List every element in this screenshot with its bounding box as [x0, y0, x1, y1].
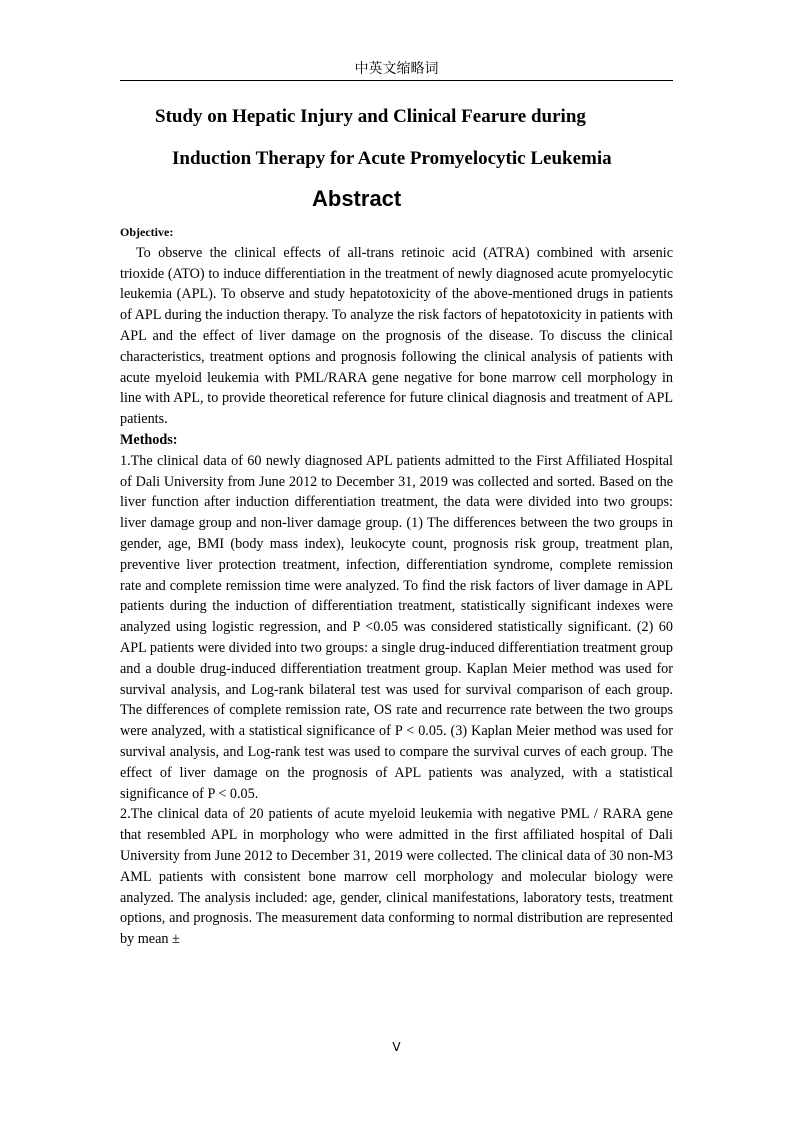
abstract-body [120, 222, 673, 950]
objective-text: To observe the clinical effects of all-trans retinoic acid (ATRA) combined with arsenic trioxide (ATO) to induce differentiation in the treatment of newly diagnosed acute promyelocytic leukemia (APL). To observe and study hepatotoxicity of the above-mentioned drugs in patients of APL during the induction therapy. To analyze the risk factors of hepatotoxicity in patients with APL and the effect of liver damage on the prognosis of the disease. To discuss the clinical characteristics, treatment options and prognosis following the clinical analysis of patients with acute myeloid leukemia with PML/RARA gene negative for bone marrow cell morphology in line with APL, to provide theoretical reference for future clinical diagnosis and treatment of APL patients. [120, 244, 673, 428]
title-line-1: Study on Hepatic Injury and Clinical Fearure during [155, 106, 586, 127]
methods-paragraph-1: 1.The clinical data of 60 newly diagnosed APL patients admitted to the First Affiliated Hospital of Dali University from June 2012 to December 31, 2019 was collected and sorted. Based on the liver function after induction differentiation treatment, the data were divided into two groups: liver damage group and non-liver damage group. (1) The differences between the two groups in gender, age, BMI (body mass index), leukocyte count, prognosis risk group, treatment plan, preventive liver protection treatment, infection, differentiation syndrome, complete remission rate and complete remission time were analyzed. To find the risk factors of liver damage in APL patients during the induction of differentiation treatment, statistically significant indexes were analyzed using logistic regression, and P <0.05 was considered statistically significant. (2) 60 APL patients were divided into two groups: a single drug-induced differentiation treatment group and a double drug-induced differentiation treatment group. Kaplan Meier method was used for survival analysis, and Log-rank bilateral test was used for survival comparison of each group. The differences of complete remission rate, OS rate and recurrence rate between the two groups were analyzed, with a statistical significance of P < 0.05. (3) Kaplan Meier method was used for survival analysis, and Log-rank test was used to compare the survival curves of each group. The effect of liver damage on the prognosis of APL patients was analyzed, with a statistical significance of P < 0.05. [120, 452, 673, 802]
page-number: V [392, 1040, 401, 1054]
methods-paragraph-2: 2.The clinical data of 20 patients of acute myeloid leukemia with negative PML / RARA gene that resembled APL in morphology who were admitted in the first affiliated hospital of Dali University from June 2012 to December 31, 2019 were collected. The clinical data of 30 non-M3 AML patients with consistent bone marrow cell morphology and molecular biology were analyzed. The analysis included: age, gender, clinical manifestations, laboratory tests, treatment options, and prognosis. The measurement data conforming to normal distribution are represented by mean ± [120, 806, 673, 948]
abstract-heading: Abstract [312, 186, 402, 211]
objective-label: Objective: [120, 225, 174, 239]
methods-label: Methods: [120, 431, 178, 448]
header-rule [120, 80, 673, 81]
title-line-2: Induction Therapy for Acute Promyelocytic Leukemia [172, 148, 612, 169]
running-header: 中英文缩略词 [354, 61, 439, 77]
